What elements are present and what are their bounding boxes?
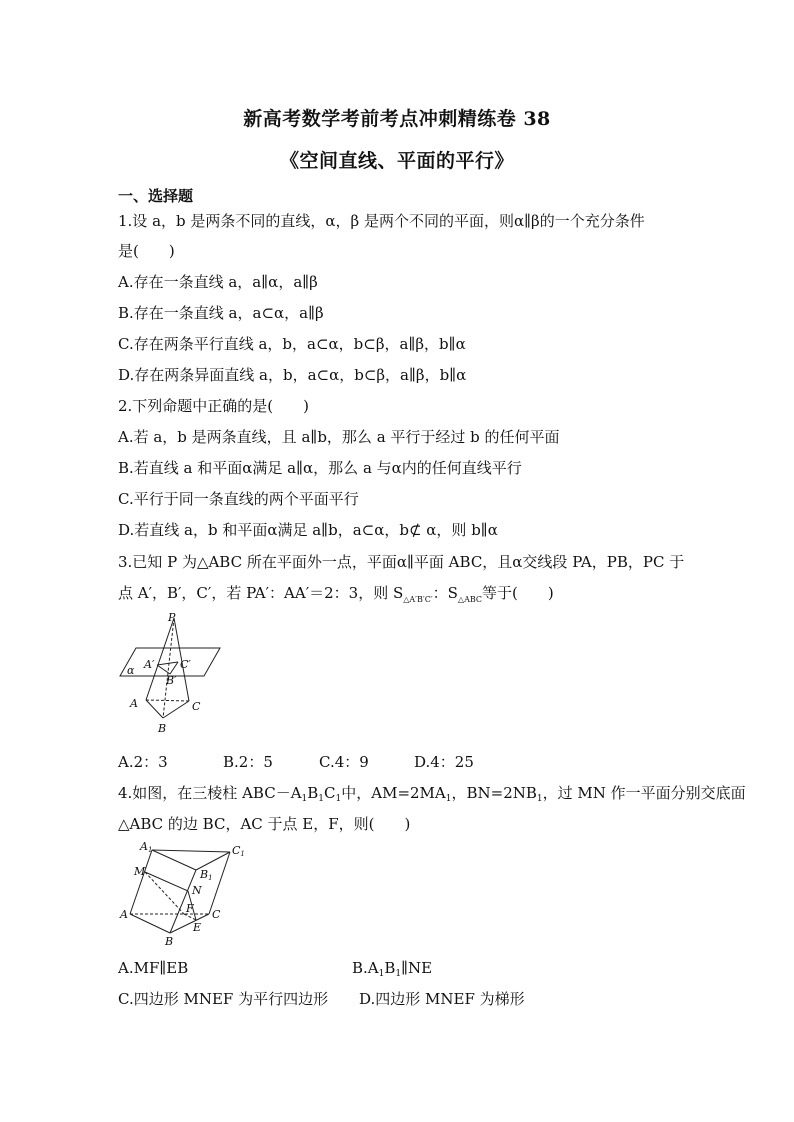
q4-option-d: D.四边形 MNEF 为梯形: [359, 990, 525, 1008]
q4-t-f: ，过 MN 作一平面分别交底面: [542, 784, 746, 802]
q4-option-c: C.四边形 MNEF 为平行四边形: [118, 990, 329, 1008]
q3-stem-line1: 3.已知 P 为△ABC 所在平面外一点，平面α∥平面 ABC，且α交线段 PA，PB，PC 于: [118, 553, 685, 571]
q3-option-b: B.2：5: [223, 753, 273, 771]
q3-text-b: ：S: [432, 584, 458, 602]
q4-optb-s1: 1: [378, 969, 385, 979]
q4-s1: 1: [301, 794, 308, 804]
label-alpha: α: [127, 664, 135, 677]
q4-optb-b: B: [384, 959, 396, 977]
label-b1: B1: [200, 868, 213, 882]
q2-option-c: C.平行于同一条直线的两个平面平行: [118, 490, 359, 508]
q4-optb-c: ∥NE: [401, 959, 433, 977]
label-f: F: [186, 902, 194, 915]
q3-option-c: C.4：9: [319, 753, 369, 771]
label-m: M: [134, 865, 146, 878]
page-title: 新高考数学考前考点冲刺精练卷 38: [243, 108, 551, 130]
q3-pyramid-figure: [118, 610, 228, 745]
label-c: C: [212, 908, 221, 921]
q3-area-sub2: △ABC: [457, 595, 482, 604]
q4-s5: 1: [536, 794, 543, 804]
q3-area-sub1: △A′B′C′: [403, 595, 433, 604]
label-p: P: [168, 611, 176, 624]
label-c1: C1: [232, 844, 245, 858]
q4-optb-s2: 1: [395, 969, 402, 979]
q4-t-e: ，BN=2NB: [451, 784, 537, 802]
label-c: C: [192, 700, 201, 713]
q3-option-a: A.2：3: [118, 753, 168, 771]
section-heading: 一、选择题: [118, 187, 194, 205]
q2-stem: 2.下列命题中正确的是( ): [118, 397, 310, 415]
q4-prism-figure: [118, 838, 253, 950]
q4-t-b: B: [307, 784, 319, 802]
q3-option-d: D.4：25: [414, 753, 474, 771]
label-b-prime: B′: [166, 674, 177, 687]
q4-optb-a: B.A: [352, 959, 379, 977]
q4-s4: 1: [445, 794, 452, 804]
label-a: A: [120, 908, 128, 921]
q1-option-b: B.存在一条直线 a，a⊂α，a∥β: [118, 304, 324, 322]
label-c-prime: C′: [180, 658, 191, 671]
label-a1: A1: [140, 840, 153, 854]
q1-option-a: A.存在一条直线 a，a∥α，a∥β: [118, 273, 318, 291]
label-n: N: [192, 884, 202, 897]
q4-t-c: C: [324, 784, 336, 802]
q4-s2: 1: [318, 794, 325, 804]
q2-option-b: B.若直线 a 和平面α满足 a∥α，那么 a 与α内的任何直线平行: [118, 459, 522, 477]
q4-option-a: A.MF∥EB: [118, 959, 189, 977]
q3-text-c: 等于( ): [482, 584, 554, 602]
label-b: B: [165, 935, 174, 948]
q4-option-b: [352, 958, 432, 984]
label-b: B: [158, 722, 167, 735]
q4-stem-line2: △ABC 的边 BC，AC 于点 E，F，则( ): [118, 815, 411, 833]
page-subtitle: 《空间直线、平面的平行》: [279, 150, 514, 172]
q4-stem-line1: [118, 783, 746, 809]
label-a: A: [130, 697, 138, 710]
q3-text-a: 点 A′，B′，C′，若 PA′：AA′＝2：3，则 S: [118, 584, 404, 602]
q3-stem-line2: [118, 583, 554, 610]
q4-s3: 1: [335, 794, 342, 804]
label-e: E: [193, 921, 202, 934]
q2-option-a: A.若 a，b 是两条直线，且 a∥b，那么 a 平行于经过 b 的任何平面: [118, 428, 560, 446]
label-a-prime: A′: [144, 658, 155, 671]
q4-t-a: 4.如图，在三棱柱 ABC－A: [118, 784, 302, 802]
q1-option-c: C.存在两条平行直线 a，b，a⊂α，b⊂β，a∥β，b∥α: [118, 335, 466, 353]
q1-stem-line2: 是( ): [118, 242, 175, 260]
q1-stem-line1: 1.设 a，b 是两条不同的直线，α，β 是两个不同的平面，则α∥β的一个充分条件: [118, 212, 645, 230]
q1-option-d: D.存在两条异面直线 a，b，a⊂α，b⊂β，a∥β，b∥α: [118, 366, 467, 384]
q4-t-d: 中，AM=2MA: [341, 784, 446, 802]
q2-option-d: D.若直线 a，b 和平面α满足 a∥b，a⊂α，b⊄ α，则 b∥α: [118, 521, 498, 539]
